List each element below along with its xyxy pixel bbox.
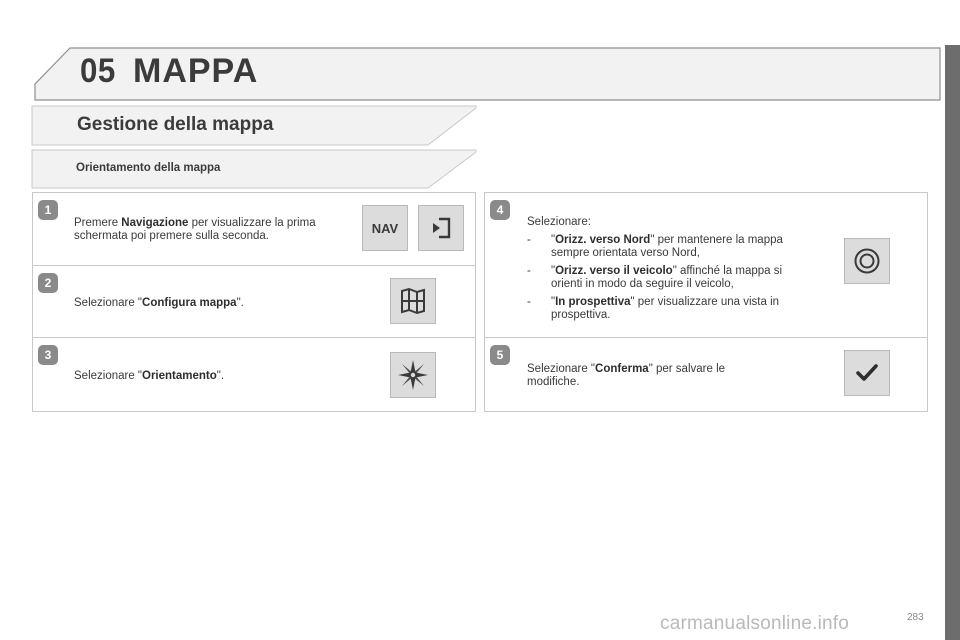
nav-button-label: NAV: [371, 220, 399, 236]
map-grid-icon-glyph: [398, 286, 428, 316]
option-vehicle: - "Orizz. verso il veicolo" affinché la mappa si orienti in modo da seguire il veicolo,: [527, 265, 783, 290]
step-5-badge: 5: [490, 345, 510, 365]
map-screen-icon-glyph: [427, 214, 455, 242]
step-2-text: Selezionare "Configura mappa".: [74, 297, 244, 309]
map-screen-icon[interactable]: [418, 205, 464, 251]
step-1-text: Premere Navigazione per visualizzare la prima schermata poi premere sulla seconda.: [74, 217, 316, 242]
checkmark-icon[interactable]: [844, 350, 890, 396]
radio-target-icon[interactable]: [844, 238, 890, 284]
step-3-badge: 3: [38, 345, 58, 365]
step-1-badge: 1: [38, 200, 58, 220]
subsection-title: Orientamento della mappa: [76, 162, 221, 174]
map-grid-icon[interactable]: [390, 278, 436, 324]
radio-target-icon-glyph: [852, 246, 882, 276]
checkmark-icon-glyph: [855, 361, 879, 385]
page-number: 283: [907, 612, 924, 623]
compass-rose-icon-glyph: [396, 358, 430, 392]
step-4-intro: Selezionare:: [527, 216, 591, 228]
compass-rose-icon[interactable]: [390, 352, 436, 398]
step-4-text: [527, 216, 809, 327]
orientation-options: [527, 234, 809, 322]
step-4-badge: 4: [490, 200, 510, 220]
chapter-title: MAPPA: [133, 52, 259, 90]
option-perspective: - "In prospettiva" per visualizzare una vista in prospettiva.: [527, 296, 780, 321]
section-title: Gestione della mappa: [77, 114, 274, 135]
step-3-text: Selezionare "Orientamento".: [74, 370, 225, 382]
step-2-badge: 2: [38, 273, 58, 293]
option-north: - "Orizz. verso Nord" per mantenere la mappa sempre orientata verso Nord,: [527, 234, 783, 259]
watermark: carmanualsonline.info: [660, 613, 850, 634]
chapter-number: 05: [80, 52, 116, 90]
step-5-text: Selezionare "Conferma" per salvare le modifiche.: [527, 363, 726, 388]
nav-button[interactable]: [362, 205, 408, 251]
